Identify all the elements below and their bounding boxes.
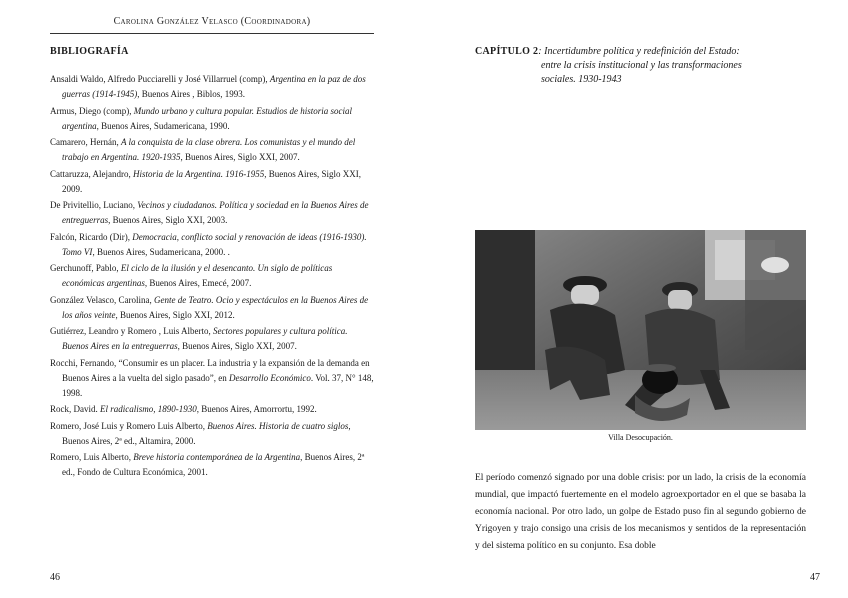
entry-author: Rock, David. bbox=[50, 404, 100, 414]
chapter-title-line-1: : Incertidumbre política y redefinición del Estado: bbox=[538, 46, 740, 57]
bibliography-heading: BIBLIOGRAFÍA bbox=[50, 46, 129, 57]
entry-author: Gerchunoff, Pablo, bbox=[50, 263, 121, 273]
entry-title: Buenos Aires. Historia de cuatro siglos bbox=[207, 420, 349, 431]
bibliography-entry bbox=[50, 356, 376, 401]
entry-author: Romero, José Luis y Romero Luis Alberto, bbox=[50, 420, 208, 431]
bibliography-entry bbox=[50, 402, 376, 417]
right-page bbox=[424, 0, 848, 598]
entry-publication: . Vol. 37, N° 148, 1998. bbox=[62, 372, 374, 398]
entry-publication: , Buenos Aires, 2ª ed., Fondo de Cultura Económica, 2001. bbox=[62, 452, 365, 477]
running-head: Carolina González Velasco (Coordinadora) bbox=[113, 16, 311, 27]
entry-publication: , Buenos Aires , Biblos, 1993. bbox=[137, 89, 246, 99]
header-rule bbox=[50, 33, 374, 34]
entry-title: Mundo urbano y cultura popular. Estudios de historia social argentina bbox=[62, 105, 352, 131]
entry-author: Camarero, Hernán, bbox=[50, 137, 121, 147]
bibliography-entry bbox=[50, 450, 376, 480]
bibliography-list bbox=[50, 72, 376, 482]
bibliography-entry bbox=[50, 230, 376, 260]
entry-title: Historia de la Argentina. 1916-1955 bbox=[132, 168, 265, 179]
entry-publication: , Buenos Aires, 2ª ed., Altamira, 2000. bbox=[62, 420, 351, 446]
entry-publication: , Buenos Aires, Siglo XXI, 2012. bbox=[115, 309, 235, 320]
bibliography-entry bbox=[50, 104, 376, 134]
body-paragraph: El período comenzó signado por una doble crisis: por un lado, la crisis de la economía mundial, que impactó fuertemente en el modelo agroexportador en el que se basaba la economía nacional. Por otro lado, un golpe de Estado puso fin al segundo gobierno de Yrigoyen y trajo consigo una crisis de los mecanismos y sentidos de la representación y del sistema político en su conjunto. Esa doble bbox=[475, 473, 806, 551]
entry-publication: , Buenos Aires, Siglo XXI, 2007. bbox=[177, 341, 297, 351]
entry-publication: , Buenos Aires, Siglo XXI, 2003. bbox=[108, 215, 228, 225]
chapter-title-line-3: sociales. 1930-1943 bbox=[541, 74, 622, 85]
entry-publication: , Buenos Aires, Siglo XXI, 2007. bbox=[180, 152, 300, 162]
photo-caption: Villa Desocupación. bbox=[608, 433, 673, 442]
entry-title: Desarrollo Económico bbox=[228, 372, 311, 383]
bibliography-entry bbox=[50, 198, 376, 228]
bibliography-entry bbox=[50, 167, 376, 197]
bibliography-entry bbox=[50, 72, 376, 102]
chapter-label: CAPÍTULO 2 bbox=[475, 46, 539, 57]
entry-publication: , Buenos Aires, Siglo XXI, 2009. bbox=[62, 168, 361, 194]
entry-title: Democracia, conflicto social y renovación de ideas (1916-1930). Tomo VI bbox=[62, 231, 367, 257]
entry-author: Rocchi, Fernando, “Consumir es un placer. La industria y la expansión de la demanda en Buenos Aires a la vuelta del siglo pasado”, en bbox=[50, 357, 370, 383]
entry-title: A la conquista de la clase obrera. Los comunistas y el mundo del trabajo en Argentina. 1920-1935 bbox=[62, 137, 356, 162]
bibliography-entry bbox=[50, 261, 376, 291]
chapter-heading bbox=[475, 45, 805, 87]
bibliography-entry bbox=[50, 419, 376, 449]
chapter-title-line-2: entre la crisis institucional y las transformaciones bbox=[541, 60, 742, 71]
entry-author: González Velasco, Carolina, bbox=[50, 294, 155, 305]
entry-author: Gutiérrez, Leandro y Romero , Luis Alberto, bbox=[50, 326, 213, 336]
entry-title: Breve historia contemporánea de la Argentina bbox=[133, 452, 301, 462]
entry-publication: , Buenos Aires, Amorrortu, 1992. bbox=[196, 404, 317, 414]
entry-title: Vecinos y ciudadanos. Política y sociedad en la Buenos Aires de entreguerras bbox=[62, 200, 369, 225]
bibliography-entry bbox=[50, 324, 376, 354]
entry-title: Sectores populares y cultura política. Buenos Aires en la entreguerras bbox=[62, 326, 348, 351]
entry-publication: , Buenos Aires, Sudamericana, 2000. . bbox=[92, 246, 230, 257]
page-number-right: 47 bbox=[810, 572, 820, 583]
entry-title: El ciclo de la ilusión y el desencanto. Un siglo de políticas económicas argentinas bbox=[62, 263, 333, 288]
entry-publication: , Buenos Aires, Sudamericana, 1990. bbox=[96, 120, 230, 131]
entry-author: Romero, Luis Alberto, bbox=[50, 452, 134, 462]
entry-title: El radicalismo, 1890-1930 bbox=[100, 404, 197, 414]
photograph-villa-desocupacion bbox=[475, 230, 806, 430]
page-number-left: 46 bbox=[50, 572, 60, 583]
entry-author: De Privitellio, Luciano, bbox=[50, 200, 138, 210]
entry-author: Cattaruzza, Alejandro, bbox=[50, 168, 133, 179]
entry-author: Falcón, Ricardo (Dir), bbox=[50, 231, 133, 242]
entry-title: Gente de Teatro. Ocio y espectáculos en la Buenos Aires de los años veinte bbox=[62, 294, 369, 320]
entry-title: Argentina en la paz de dos guerras (1914-1945) bbox=[62, 74, 366, 99]
entry-publication: , Buenos Aires, Emecé, 2007. bbox=[144, 278, 252, 288]
entry-author: Armus, Diego (comp), bbox=[50, 105, 134, 116]
bibliography-entry bbox=[50, 293, 376, 323]
entry-author: Ansaldi Waldo, Alfredo Pucciarelli y José Villarruel (comp), bbox=[50, 74, 270, 84]
bibliography-entry bbox=[50, 135, 376, 165]
